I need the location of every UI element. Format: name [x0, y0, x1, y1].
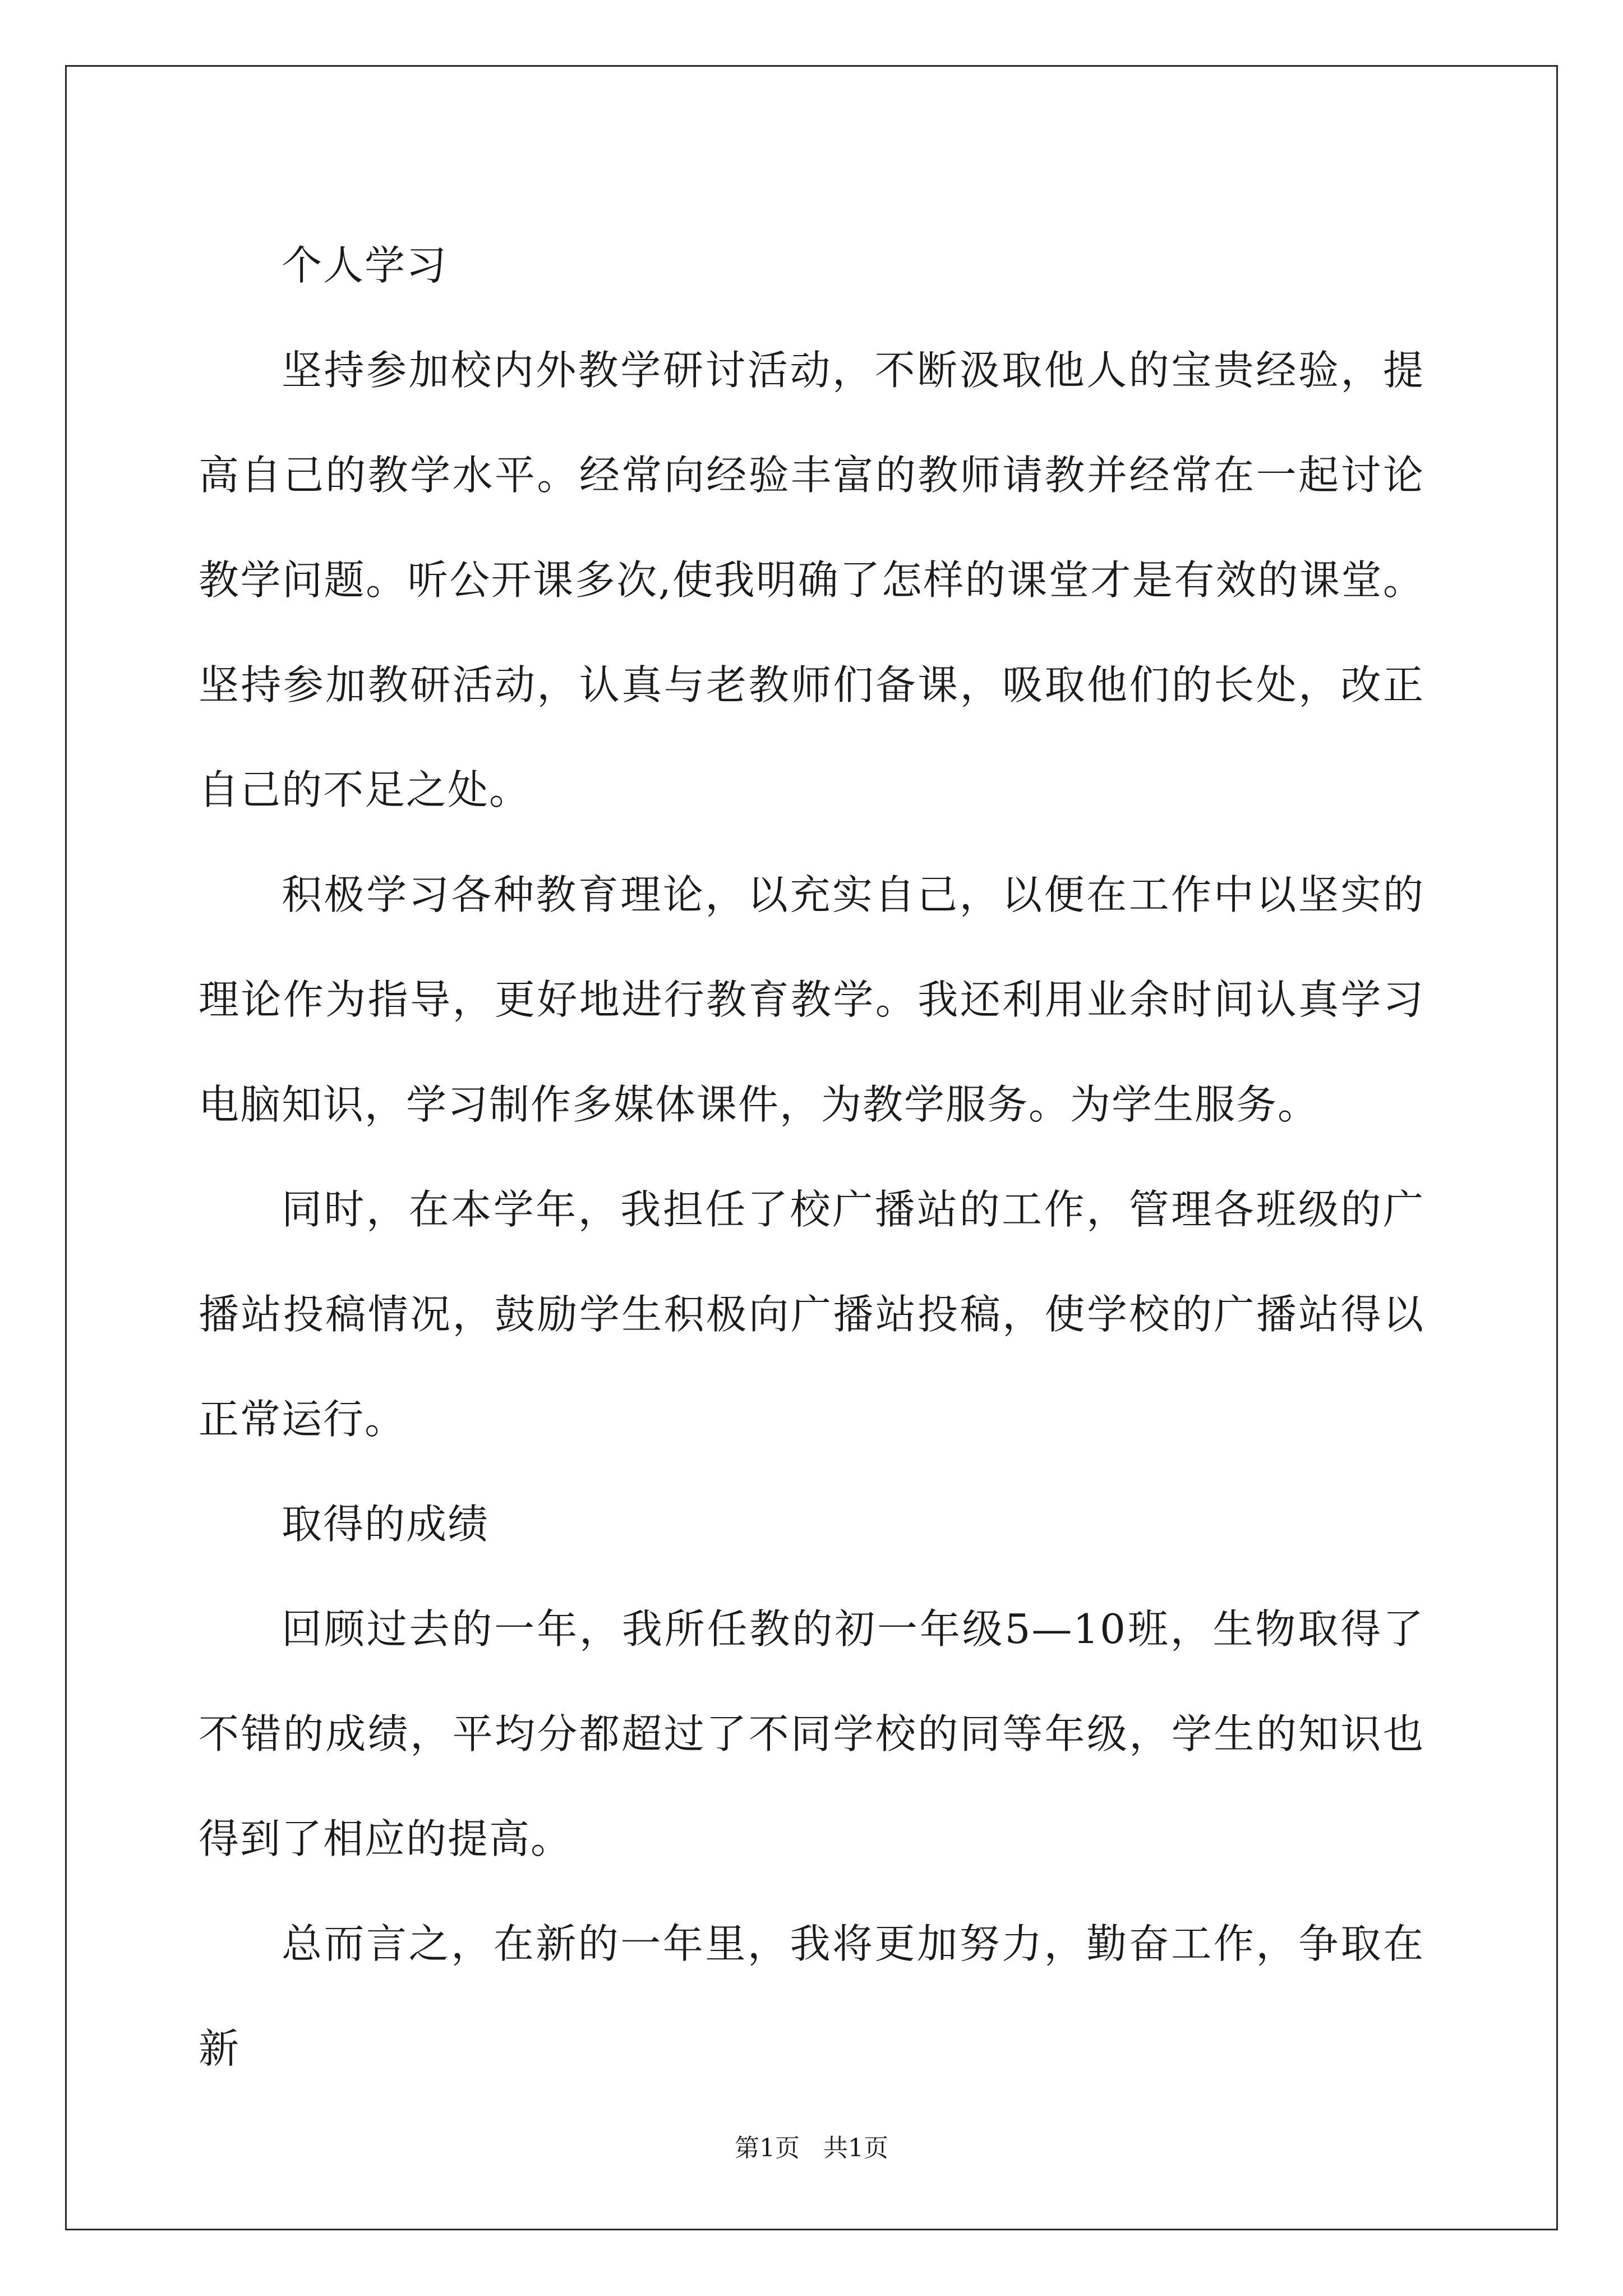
footer-spacer	[800, 2134, 823, 2162]
paragraph-research-activities: 坚持参加校内外教学研讨活动，不断汲取他人的宝贵经验，提高自己的教学水平。经常向经验丰富的教师请教并经常在一起讨论教学问题。听公开课多次,使我明确了怎样的课堂才是有效的课堂。坚持参加教研活动，认真与老教师们备课，吸取他们的长处，改正自己的不足之处。	[199, 347, 1424, 813]
page-number-total: 共1页	[823, 2134, 888, 2162]
paragraph-education-theory: 积极学习各种教育理论，以充实自己，以便在工作中以坚实的理论作为指导，更好地进行教育教学。我还利用业余时间认真学习电脑知识，学习制作多媒体课件，为教学服务。为学生服务。	[199, 871, 1424, 1128]
page-footer	[0, 2132, 1623, 2165]
paragraph-review: 回顾过去的一年，我所任教的初一年级5—10班，生物取得了不错的成绩，平均分都超过了不同学校的同等年级，学生的知识也得到了相应的提高。	[199, 1605, 1424, 1862]
page-number-current: 第1页	[735, 2134, 800, 2162]
heading-achievements: 取得的成绩	[282, 1501, 490, 1548]
document-body	[199, 213, 1424, 2101]
paragraph-conclusion: 总而言之，在新的一年里，我将更加努力，勤奋工作，争取在新	[199, 1920, 1424, 2072]
paragraph-broadcast-station: 同时，在本学年，我担任了校广播站的工作，管理各班级的广播站投稿情况，鼓励学生积极向广播站投稿，使学校的广播站得以正常运行。	[199, 1186, 1424, 1443]
heading-personal-study: 个人学习	[282, 242, 448, 289]
